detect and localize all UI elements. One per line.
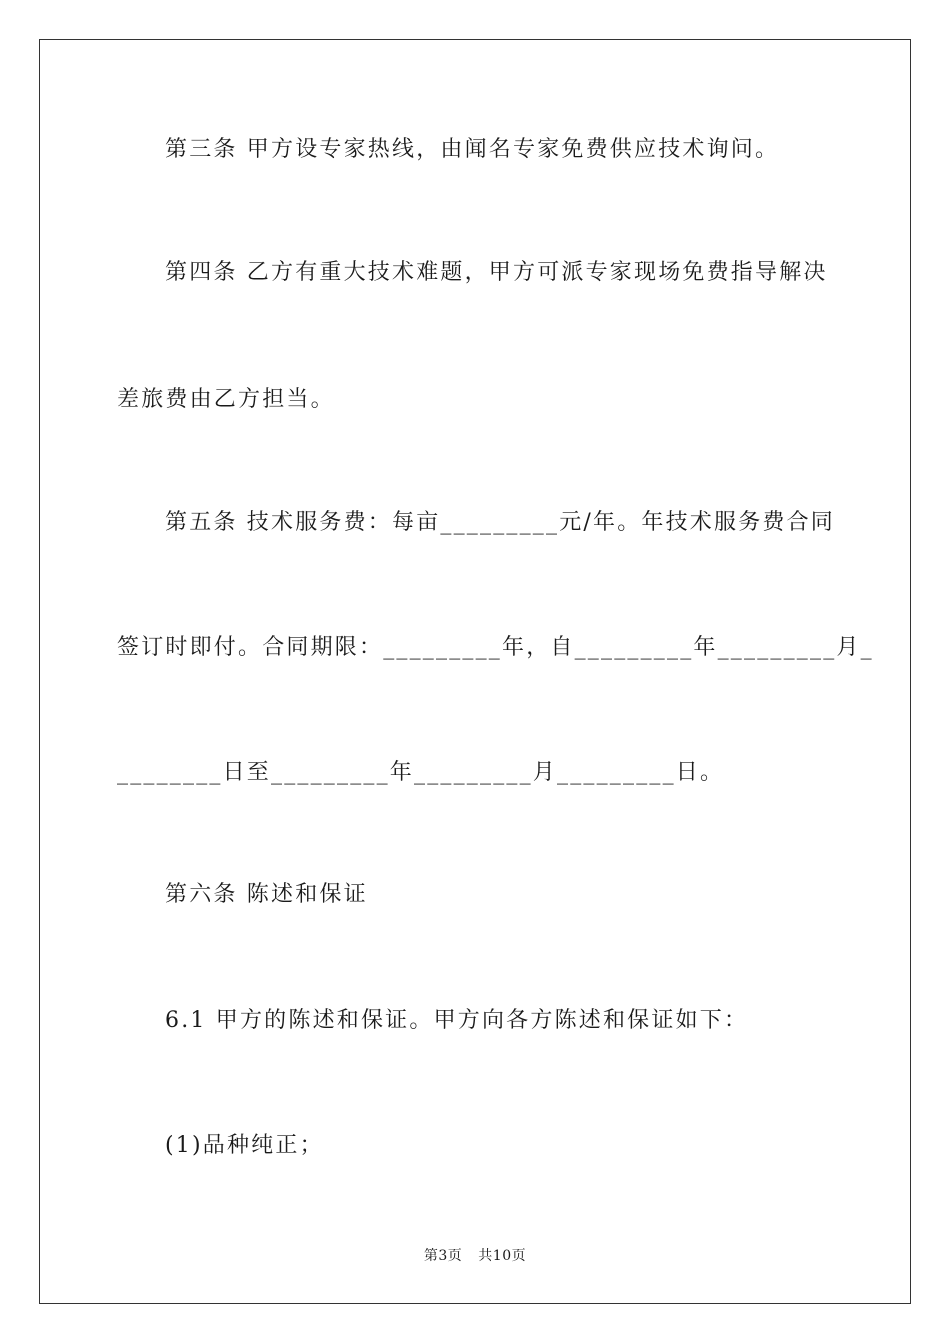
- article-3-text: 第三条 甲方设专家热线，由闻名专家免费供应技术询问。: [165, 137, 780, 162]
- article-5-continued: 签订时即付。合同期限：_________年，自_________年_________月_: [117, 635, 874, 660]
- article-5-dates: ________日至_________年_________月_________日。: [117, 760, 725, 785]
- article-5-text: 第五条 技术服务费：每亩_________元/年。年技术服务费合同: [165, 510, 836, 535]
- clause-6-1-text: 6.1 甲方的陈述和保证。甲方向各方陈述和保证如下：: [165, 1008, 749, 1033]
- article-4-continued: 差旅费由乙方担当。: [117, 387, 335, 412]
- article-6-heading: 第六条 陈述和保证: [165, 882, 368, 907]
- page-footer: [0, 1246, 950, 1266]
- page-border: [39, 39, 911, 1304]
- page-number: 第3页: [423, 1248, 463, 1264]
- page-total: 共10页: [478, 1248, 527, 1264]
- article-4-text: 第四条 乙方有重大技术难题，甲方可派专家现场免费指导解决: [165, 260, 828, 285]
- list-item-1: (1)品种纯正；: [165, 1133, 324, 1158]
